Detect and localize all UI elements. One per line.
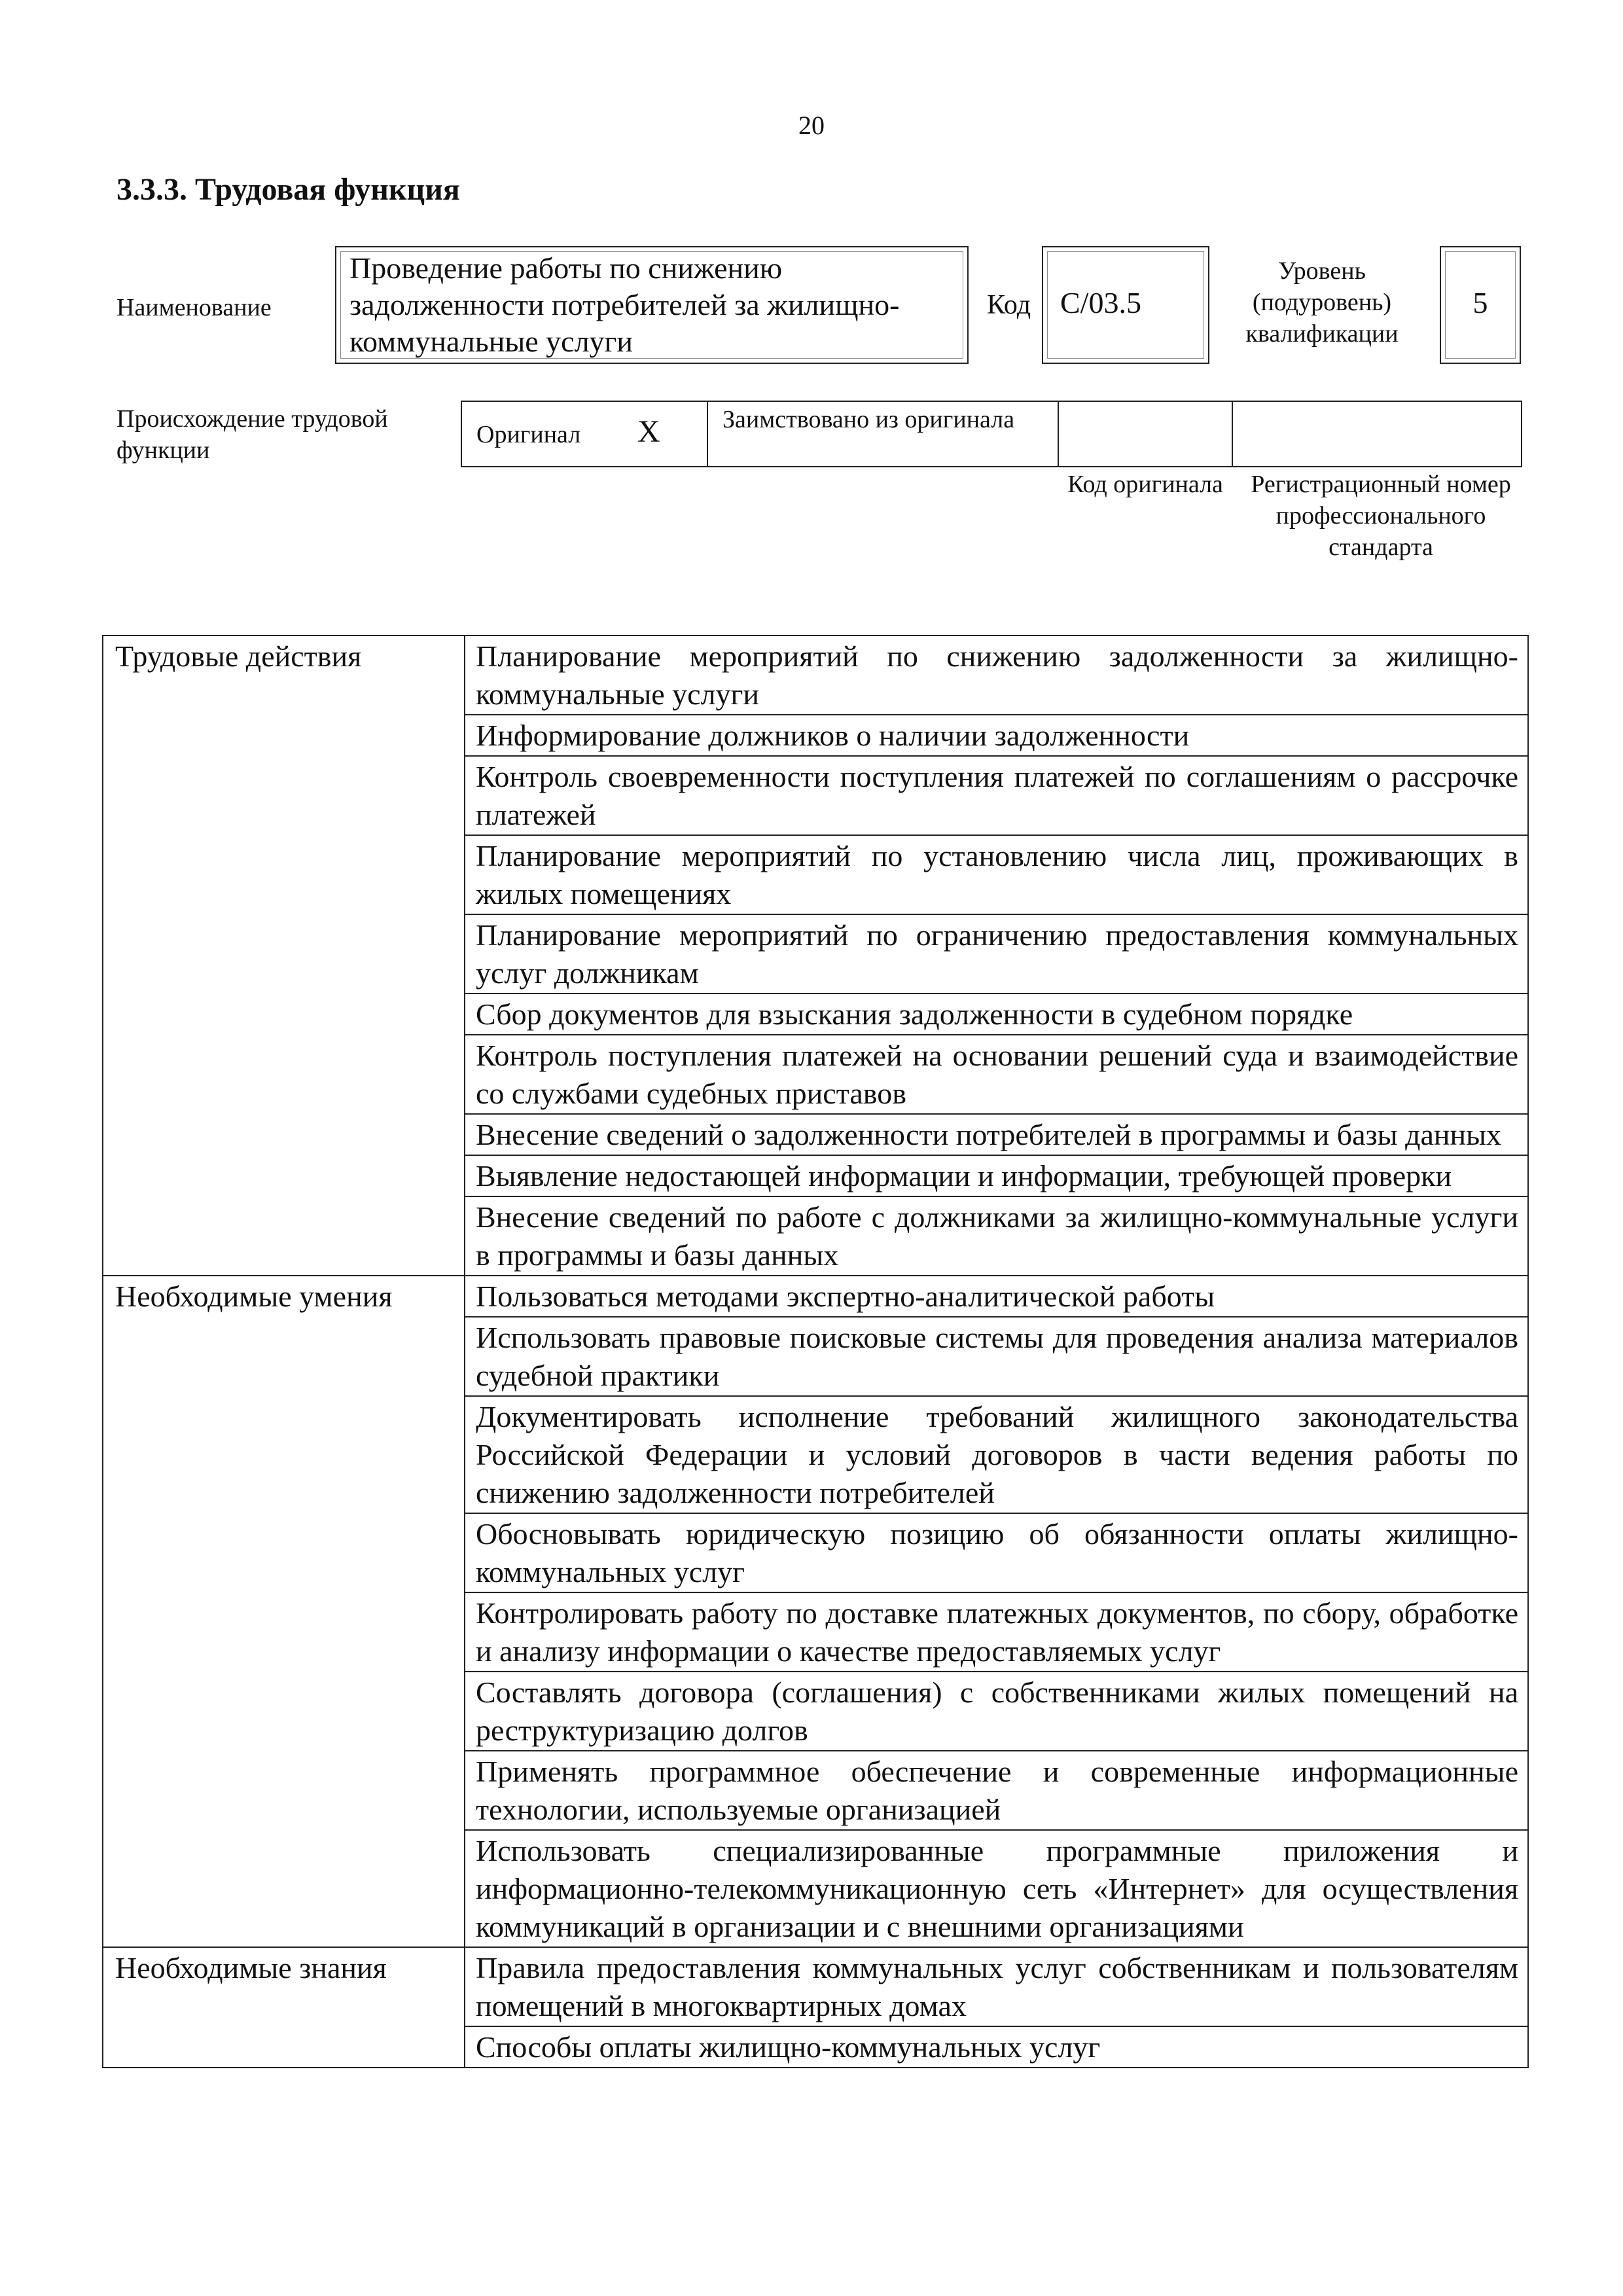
origin-box [461,401,1522,467]
table-item: Составлять договора (соглашения) с собственниками жилых помещений на реструктуризацию долгов [465,1672,1528,1751]
code-value-box [1042,246,1209,364]
table-item: Сбор документов для взыскания задолженности в судебном порядке [465,994,1528,1035]
table-item: Внесение сведений по работе с должниками за жилищно-коммунальные услуги в программы и базы данных [465,1196,1528,1276]
original-mark: X [637,414,660,449]
original-label: Оригинал [476,421,581,448]
table-item: Контроль поступления платежей на основании решений суда и взаимодействие со службами судебных приставов [465,1035,1528,1114]
table-item: Правила предоставления коммунальных услуг собственникам и пользователям помещений в многоквартирных домах [465,1947,1528,2026]
table-item: Контроль своевременности поступления платежей по соглашениям о рассрочке платежей [465,756,1528,835]
table-item: Обосновывать юридическую позицию об обязанности оплаты жилищно-коммунальных услуг [465,1513,1528,1592]
section-title: 3.3.3. Трудовая функция [116,172,460,207]
code-original-caption: Код оригинала [1067,471,1223,498]
table-item: Применять программное обеспечение и современные информационные технологии, используемые организацией [465,1751,1528,1830]
code-label: Код [987,290,1031,320]
code-value: C/03.5 [1060,286,1141,319]
table-item: Пользоваться методами экспертно-аналитической работы [465,1276,1528,1317]
level-label: Уровень (подуровень) квалификации [1245,257,1399,348]
table-item: Документировать исполнение требований жилищного законодательства Российской Федерации и условий договоров в части ведения работы по снижению задолженности потребителей [465,1396,1528,1513]
origin-label: Происхождение трудовой функции [116,405,388,464]
borrowed-label: Заимствовано из оригинала [722,406,1015,433]
table-item: Использовать специализированные программные приложения и информационно-телекоммуникационную сеть «Интернет» для осуществления коммуникаций в организации и с внешними организациями [465,1830,1528,1947]
reg-number-caption: Регистрационный номер профессионального стандарта [1251,471,1511,561]
table-item: Планирование мероприятий по установлению числа лиц, проживающих в жилых помещениях [465,835,1528,914]
table-item: Выявление недостающей информации и информации, требующей проверки [465,1155,1528,1196]
section-heading: Необходимые знания [103,1947,465,2068]
table-item: Внесение сведений о задолженности потребителей в программы и базы данных [465,1114,1528,1155]
table-item: Контролировать работу по доставке платежных документов, по сбору, обработке и анализу информации о качестве предоставляемых услуг [465,1592,1528,1672]
section-heading: Необходимые умения [103,1276,465,1947]
table-item: Информирование должников о наличии задолженности [465,715,1528,756]
name-value: Проведение работы по снижению задолженности потребителей за жилищно-коммунальные услуги [349,251,900,358]
function-table [102,635,1529,2068]
level-value-box [1440,246,1521,364]
table-item: Планирование мероприятий по снижению задолженности за жилищно-коммунальные услуги [465,636,1528,715]
table-item: Использовать правовые поисковые системы для проведения анализа материалов судебной практики [465,1317,1528,1396]
page-number: 20 [798,111,825,140]
level-value: 5 [1472,286,1488,319]
name-value-box [335,246,969,364]
table-item: Способы оплаты жилищно-коммунальных услуг [465,2026,1528,2068]
section-heading: Трудовые действия [103,636,465,1276]
table-row [103,1276,1528,1317]
table-row [103,1947,1528,2026]
name-label: Наименование [116,294,272,321]
table-item: Планирование мероприятий по ограничению предоставления коммунальных услуг должникам [465,914,1528,994]
table-row [103,636,1528,715]
